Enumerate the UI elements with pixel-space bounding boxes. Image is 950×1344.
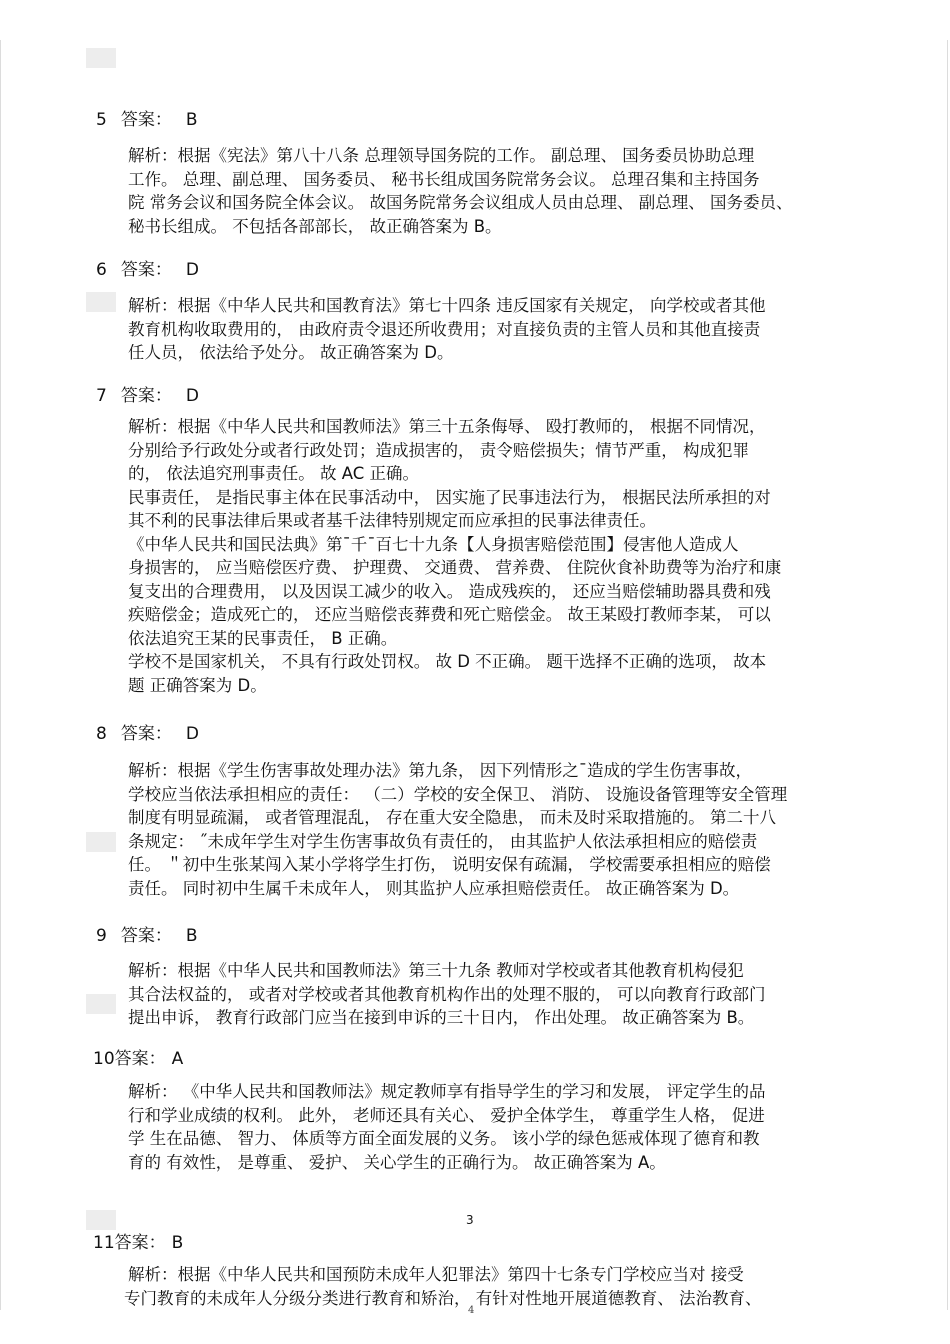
explanation-line: 工作。 总理、副总理、 国务委员、 秘书长组成国务院常务会议。 总理召集和主持国务 [128,169,760,189]
scan-mark [86,832,116,852]
question-number: 5 [96,110,107,130]
explanation-line: 秘书长组成。 不包括各部部长， 故正确答案为 B。 [128,216,502,236]
explanation-line: 解析：根据《中华人民共和国教师法》第三十五条侮辱、 殴打教师的， 根据不同情况， [128,417,766,436]
answer-value: D [185,724,199,744]
explanation-line: 民事责任， 是指民事主体在民事活动中， 因实施了民事违法行为， 根据民法所承担的对 [128,487,771,507]
question-number: 9 [96,926,107,946]
answer-value: B [185,110,198,130]
answer-label: 答案： [120,926,172,946]
explanation [128,144,858,238]
page-edge-left [0,40,1,1310]
answer-value: D [185,386,199,406]
explanation-line: 学校不是国家机关， 不具有行政处罚权。 故 D 不正确。 题干选择不正确的选项， 故本 [128,652,767,671]
explanation-line: 育的 有效性， 是尊重、 爱护、 关心学生的正确行为。 故正确答案为 A。 [128,1152,666,1172]
explanation-line: 身损害的， 应当赔偿医疗费、 护理费、 交通费、 营养费、 住院伙食补助费等为治疗和康 [128,558,782,577]
answer-line [96,109,198,131]
answer-line [96,925,198,947]
explanation-line: 疾赔偿金；造成死亡的， 还应当赔偿丧葬费和死亡赔偿金。 故王某殴打教师李某， 可以 [128,605,771,624]
explanation-line: 条规定： ˝未成年学生对学生伤害事故负有责任的， 由其监护人依法承担相应的赔偿责 [128,831,758,851]
answer-label: 答案： [114,1049,166,1069]
answer-value: B [171,1233,184,1253]
answer-label: 答案： [114,1233,166,1253]
explanation [128,759,858,900]
answer-line [96,259,199,281]
explanation [128,959,858,1030]
page-edge-right [947,40,948,1310]
explanation-line: 解析：根据《宪法》第八十八条 总理领导国务院的工作。 副总理、 国务委员协助总理 [128,146,755,165]
scan-mark [86,1210,116,1230]
scan-mark [86,292,116,312]
explanation-line: 其合法权益的， 或者对学校或者其他教育机构作出的处理不服的， 可以向教育行政部门 [128,984,766,1004]
answer-label: 答案： [120,386,172,406]
explanation-line: 依法追究王某的民事责任， B 正确。 [128,628,398,648]
explanation-line: 复支出的合理费用， 以及因误工减少的收入。 造成残疾的， 还应当赔偿辅助器具费和残 [128,581,771,601]
explanation-line: 提出申诉， 教育行政部门应当在接到申诉的三十日内， 作出处理。 故正确答案为 B。 [128,1008,755,1027]
explanation-line: 学 生在品德、 智力、 体质等方面全面发展的义务。 该小学的绿色惩戒体现了德育和教 [128,1129,760,1148]
answer-line [93,1048,183,1070]
explanation-line: 其不利的民事法律后果或者基千法律特别规定而应承担的民事法律责任。 [128,511,656,530]
explanation [128,415,858,697]
explanation-line: 专门教育的未成年人分级分类进行教育和矫治， 有针对性地开展道德教育、 法治教育、 [124,1288,762,1308]
answer-value: D [185,260,199,280]
explanation-line: 分别给予行政处分或者行政处罚；造成损害的， 责令赔偿损失；情节严重， 构成犯罪 [128,440,749,460]
answer-line [93,1232,183,1254]
explanation-line: 院 常务会议和国务院全体会议。 故国务院常务会议组成人员由总理、 副总理、 国务委员、 [128,193,793,212]
explanation-line: 任人员， 依法给予处分。 故正确答案为 D。 [128,343,454,362]
explanation-line: 责任。 同时初中生属千未成年人， 则其监护人应承担赔偿责任。 故正确答案为 D。 [128,878,740,898]
question-number: 8 [96,724,107,744]
question-number: 6 [96,260,107,280]
explanation [128,1080,858,1174]
question-number: 7 [96,386,107,406]
explanation-line: 解析：根据《中华人民共和国教师法》第三十九条 教师对学校或者其他教育机构侵犯 [128,961,744,980]
explanation-line: 解析： 《中华人民共和国教师法》规定教师享有指导学生的学习和发展， 评定学生的品 [128,1082,766,1101]
explanation-line: 题 正确答案为 D。 [128,675,267,695]
explanation-line: 《中华人民共和国民法典》第¯千¯百七十九条【人身损害赔偿范围】侵害他人造成人 [128,534,739,554]
answer-line [96,723,199,745]
explanation [124,1263,854,1310]
question-number: 11 [93,1233,115,1253]
page-number: 3 [466,1213,474,1227]
explanation-line: 任。 ＂初中生张某闯入某小学将学生打伤， 说明安保有疏漏， 学校需要承担相应的赔偿 [128,855,771,874]
scan-mark [86,994,116,1014]
question-number: 10 [93,1049,115,1069]
explanation-line: 解析：根据《中华人民共和国教育法》第七十四条 违反国家有关规定， 向学校或者其他 [128,296,766,315]
explanation-line: 的， 依法追究刑事责任。 故 AC 正确。 [128,464,419,483]
page-number-bottom: 4 [468,1305,475,1316]
answer-label: 答案： [120,110,172,130]
scan-mark [86,48,116,68]
explanation-line: 教育机构收取费用的， 由政府责令退还所收费用；对直接负责的主管人员和其他直接责 [128,319,761,339]
explanation-line: 解析：根据《学生伤害事故处理办法》第九条， 因下列情形之¯造成的学生伤害事故， [128,761,752,780]
explanation-line: 解析：根据《中华人民共和国预防未成年人犯罪法》第四十七条专门学校应当对 接受 [128,1265,744,1284]
answer-value: A [171,1049,184,1069]
explanation [128,294,858,365]
answer-label: 答案： [120,724,172,744]
answer-line [96,385,199,407]
explanation-line: 行和学业成绩的权利。 此外， 老师还具有关心、 爱护全体学生， 尊重学生人格， 促进 [128,1105,765,1125]
explanation-line: 制度有明显疏漏， 或者管理混乱， 存在重大安全隐患， 而未及时采取措施的。 第二十八 [128,808,776,827]
answer-value: B [185,926,198,946]
explanation-line: 学校应当依法承担相应的责任： （二）学校的安全保卫、 消防、 设施设备管理等安全管理 [128,784,788,804]
answer-label: 答案： [120,260,172,280]
